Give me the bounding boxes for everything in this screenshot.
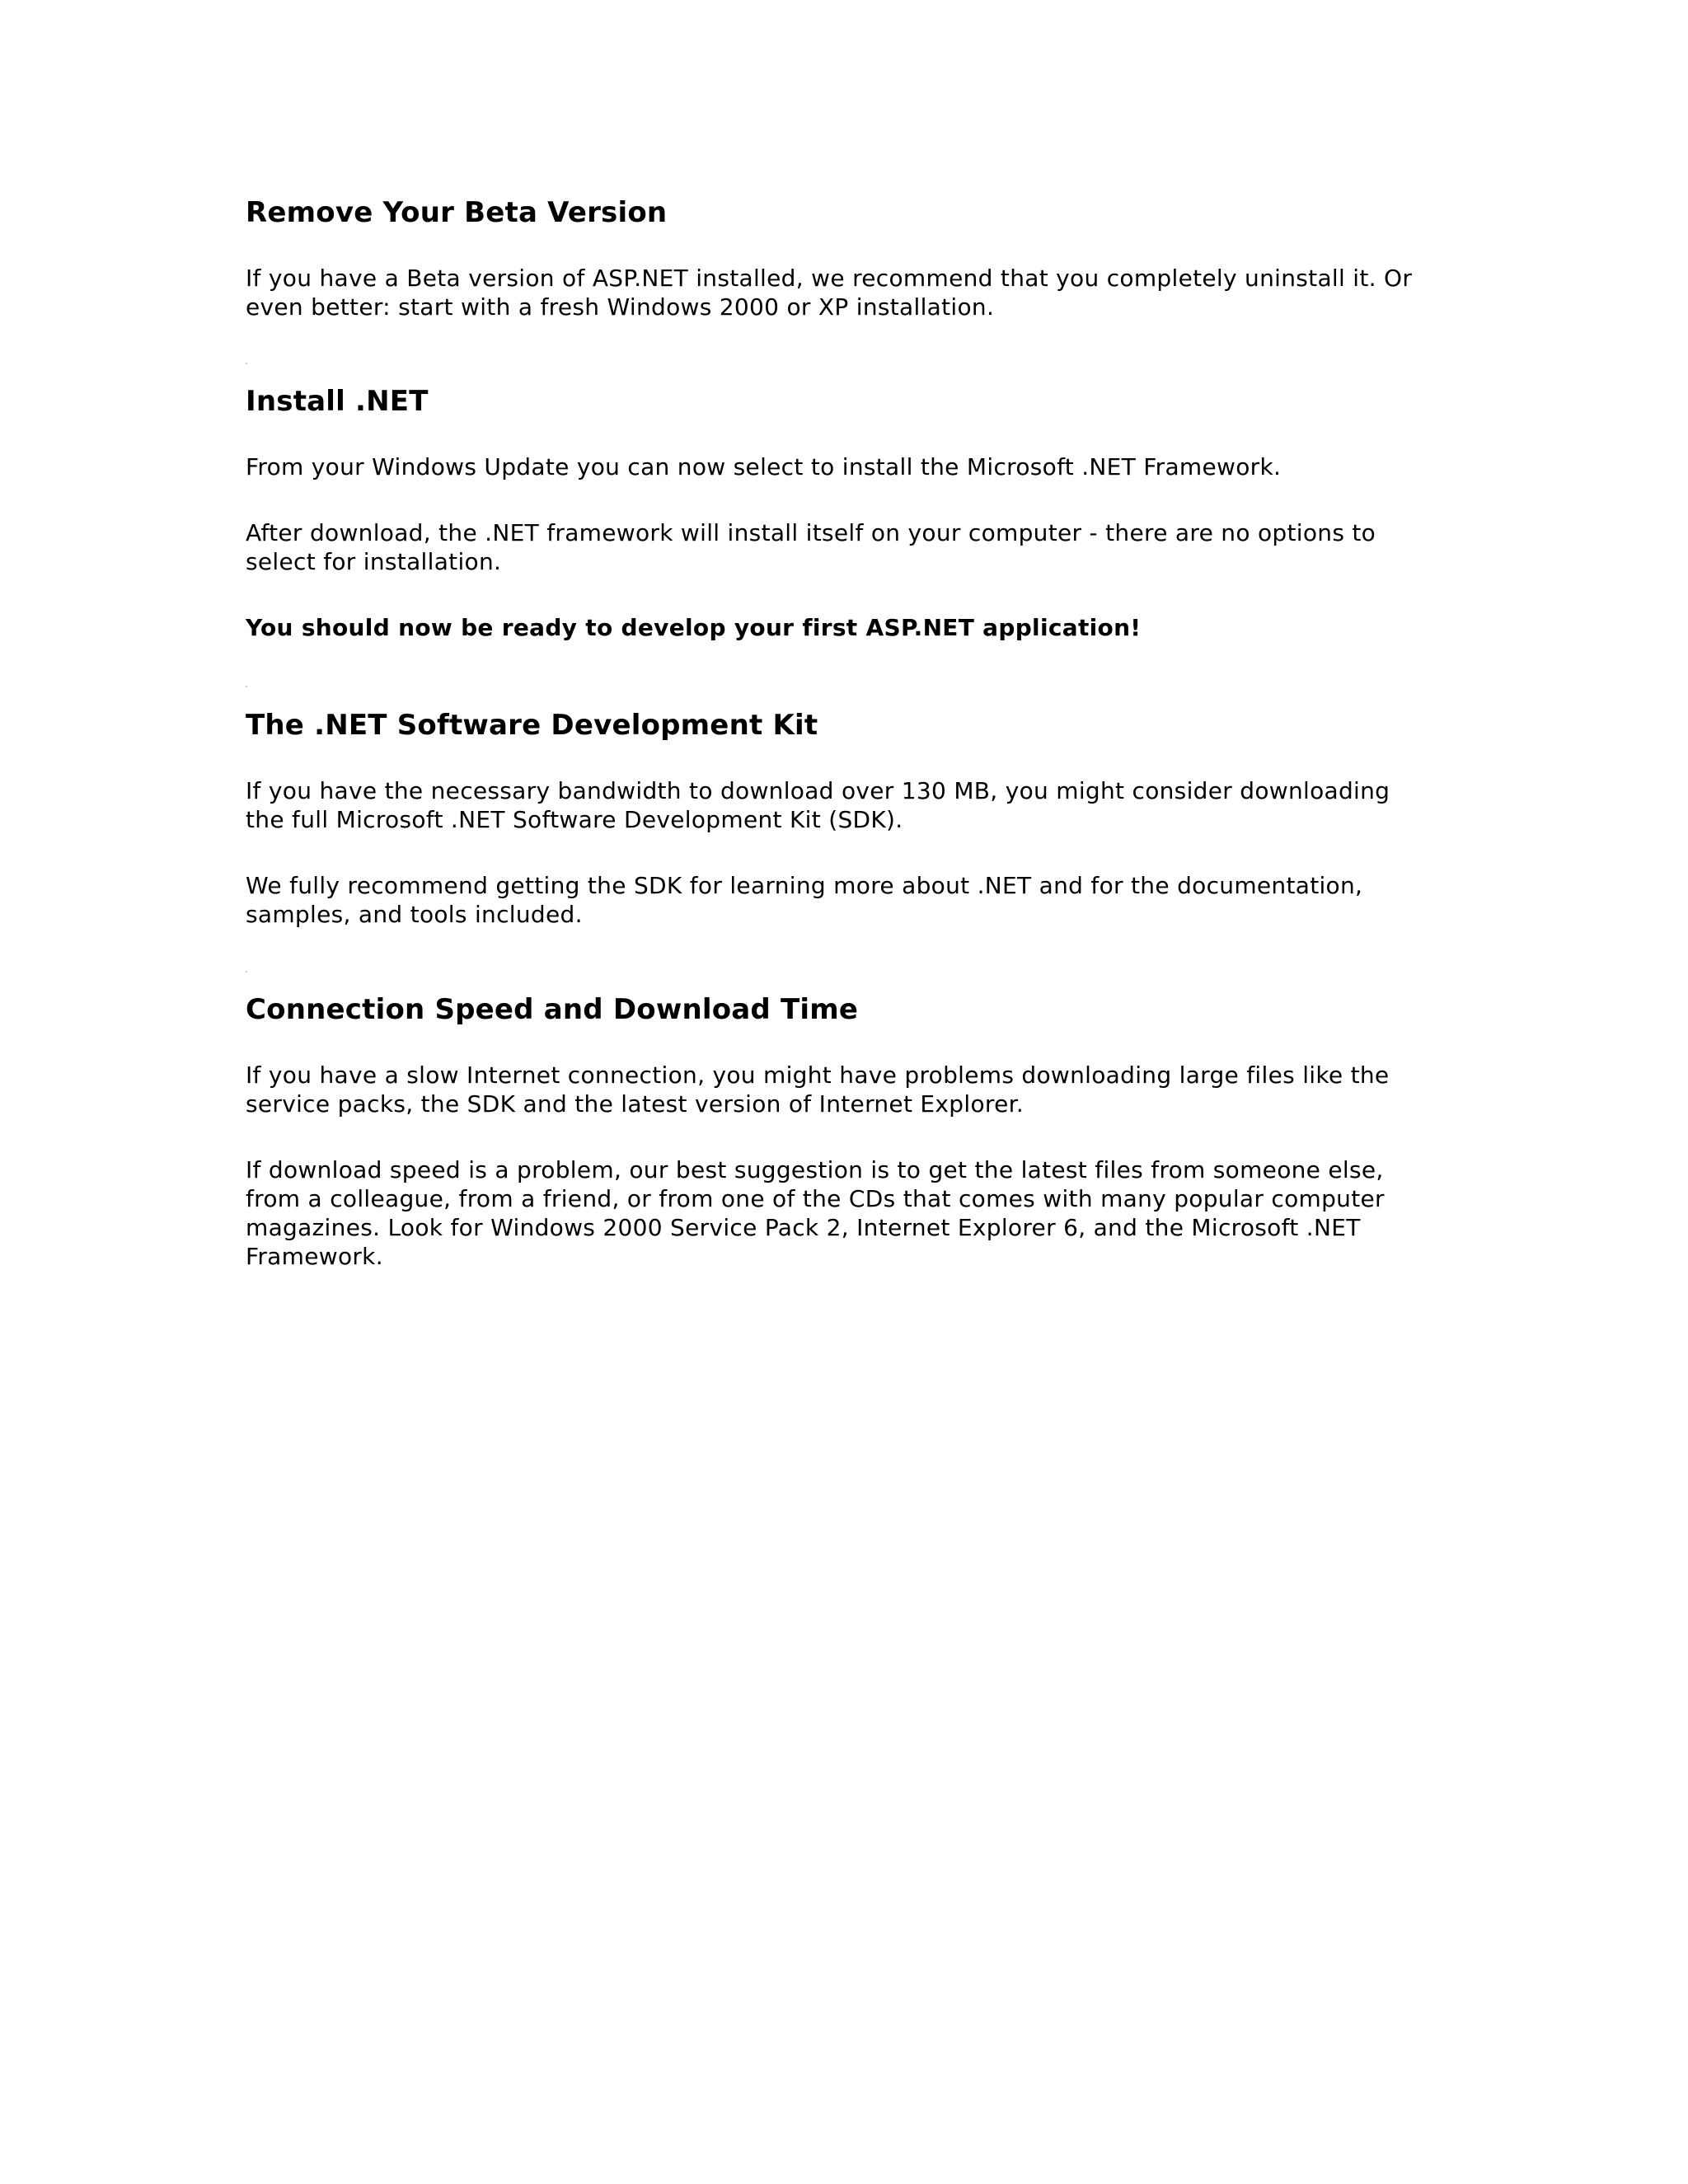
section-remove-beta (246, 194, 1432, 321)
section-sdk (246, 707, 1432, 929)
paragraph: If you have the necessary bandwidth to download over 130 MB, you might consider downloading the full Microsoft .NET Software Development Kit (SDK). (246, 777, 1390, 833)
paragraph: If download speed is a problem, our best suggestion is to get the latest files from someone else, from a colleague, from a friend, or from one of the CDs that comes with many popular computer magazines. Look for Windows 2000 Service Pack 2, Internet Explorer 6, and the Microsoft .NET Framework. (246, 1156, 1385, 1270)
scan-speck (246, 686, 247, 687)
paragraph: If you have a slow Internet connection, you might have problems downloading large files like the service packs, the SDK and the latest version of Internet Explorer. (246, 1062, 1390, 1118)
paragraph: From your Windows Update you can now select to install the Microsoft .NET Framework. (246, 453, 1282, 480)
section-heading: Connection Speed and Download Time (246, 993, 859, 1026)
emphasis-paragraph: You should now be ready to develop your first ASP.NET application! (246, 614, 1142, 641)
scan-speck (246, 363, 247, 364)
section-install-net (246, 383, 1432, 642)
section-heading: Remove Your Beta Version (246, 196, 668, 229)
paragraph: We fully recommend getting the SDK for learning more about .NET and for the documentation, samples, and tools included. (246, 872, 1363, 928)
paragraph: After download, the .NET framework will install itself on your computer - there are no options to select for installation. (246, 519, 1376, 575)
section-heading: Install .NET (246, 385, 429, 418)
scan-speck (246, 971, 247, 972)
section-heading: The .NET Software Development Kit (246, 709, 818, 742)
paragraph: If you have a Beta version of ASP.NET installed, we recommend that you completely uninstall it. Or even better: start with a fresh Windows 2000 or XP installation. (246, 265, 1413, 321)
section-connection-speed (246, 991, 1432, 1271)
